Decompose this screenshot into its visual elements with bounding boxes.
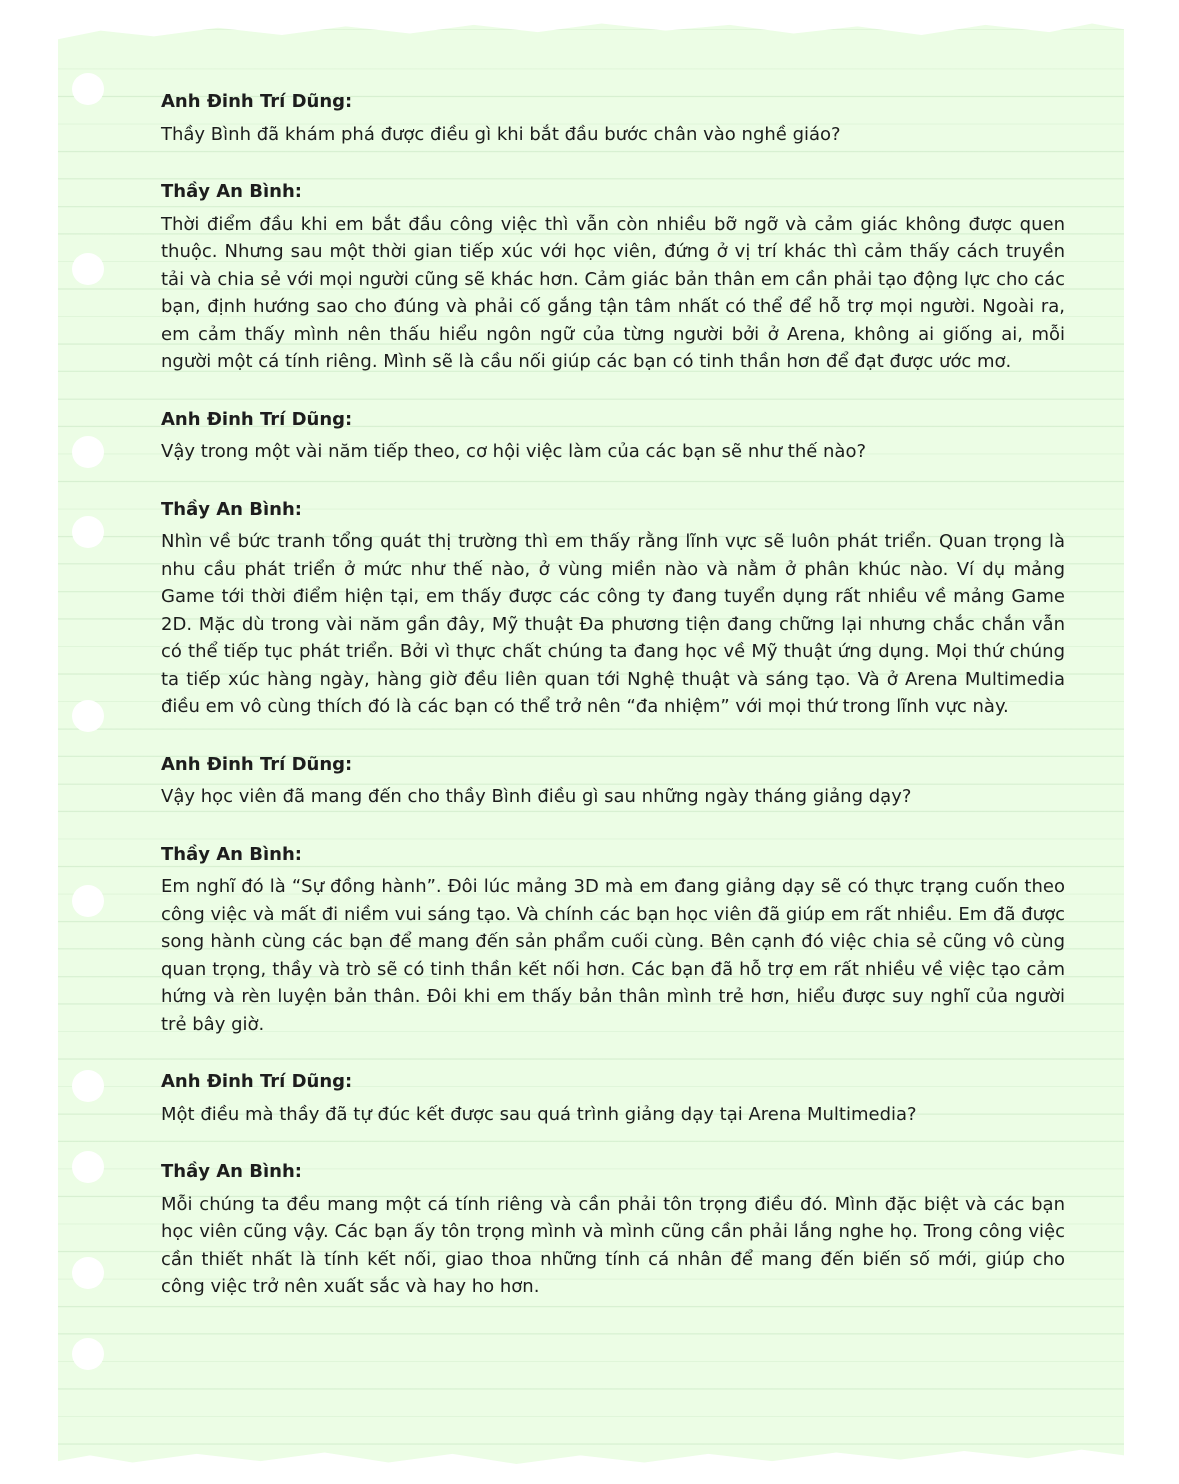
dialogue-text: Vậy học viên đã mang đến cho thầy Bình điều gì sau những ngày tháng giảng dạy?: [161, 786, 912, 807]
question-block: [161, 88, 1065, 148]
dialogue-text: Vậy trong một vài năm tiếp theo, cơ hội việc làm của các bạn sẽ như thế nào?: [161, 441, 867, 462]
dialogue-text: Một điều mà thầy đã tự đúc kết được sau quá trình giảng dạy tại Arena Multimedia?: [161, 1103, 917, 1125]
binder-hole-2: [72, 253, 104, 285]
binder-hole-3: [72, 436, 104, 468]
binder-hole-4: [72, 516, 104, 548]
dialogue-text: Em nghĩ đó là “Sự đồng hành”. Đôi lúc mảng 3D mà em đang giảng dạy sẽ có thực trạng cuốn theo công việc và mất đi niềm vui sáng tạo. Và chính các bạn học viên đã giúp em rất nhiều. Em đã được song hành cùng các bạn để mang đến sản phẩm cuối cùng. Bên cạnh đó việc chia sẻ cũng vô cùng quan trọng, thầy và trò sẽ có tinh thần kết nối hơn. Các bạn đã hỗ trợ em rất nhiều về việc tạo cảm hứng và rèn luyện bản thân. Đôi khi em thấy bản thân mình trẻ hơn, hiểu được suy nghĩ của người trẻ bây giờ.: [161, 876, 1065, 1035]
binder-hole-10: [72, 1338, 104, 1370]
answer-block: [161, 178, 1065, 376]
binder-hole-1: [72, 73, 104, 105]
question-block: [161, 406, 1065, 466]
speaker-name: Thầy An Bình:: [161, 181, 302, 202]
binder-hole-6: [72, 885, 104, 917]
speaker-name: Anh Đinh Trí Dũng:: [161, 408, 353, 430]
dialogue-text: Mỗi chúng ta đều mang một cá tính riêng và cần phải tôn trọng điều đó. Mình đặc biệt và các bạn học viên cũng vậy. Các bạn ấy tôn trọng mình và mình cũng cần phải lắng nghe họ. Trong công việc cần thiết nhất là tính kết nối, giao thoa những tính cá nhân để mang đến biến số mới, giúp cho công việc trở nên xuất sắc và hay ho hơn.: [161, 1193, 1065, 1297]
speaker-name: Thầy An Bình:: [161, 498, 302, 520]
dialogue-text: Nhìn về bức tranh tổng quát thị trường thì em thấy rằng lĩnh vực sẽ luôn phát triển. Quan trọng là nhu cầu phát triển ở mức như thế nào, ở vùng miền nào và nằm ở phân khúc nào. Ví dụ mảng Game tới thời điểm hiện tại, em thấy được các công ty đang tuyển dụng rất nhiều về mảng Game 2D. Mặc dù trong vài năm gần đây, Mỹ thuật Đa phương tiện đang chững lại nhưng chắc chắn vẫn có thể tiếp tục phát triển. Bởi vì thực chất chúng ta đang học về Mỹ thuật ứng dụng. Mọi thứ chúng ta tiếp xúc hàng ngày, hàng giờ đều liên quan tới Nghệ thuật và sáng tạo. Và ở Arena Multimedia điều em vô cùng thích đó là các bạn có thể trở nên “đa nhiệm” với mọi thứ trong lĩnh vực này.: [161, 531, 1065, 717]
dialogue-text: Thời điểm đầu khi em bắt đầu công việc thì vẫn còn nhiều bỡ ngỡ và cảm giác không được quen thuộc. Nhưng sau một thời gian tiếp xúc với học viên, đứng ở vị trí khác thì cảm thấy cách truyền tải và chia sẻ với mọi người cũng sẽ khác hơn. Cảm giác bản thân em cần phải tạo động lực cho các bạn, định hướng sao cho đúng và phải cố gắng tận tâm nhất có thể để hỗ trợ mọi người. Ngoài ra, em cảm thấy mình nên thấu hiểu ngôn ngữ của từng người bởi ở Arena, không ai giống ai, mỗi người một cá tính riêng. Mình sẽ là cầu nối giúp các bạn có tinh thần hơn để đạt được ước mơ.: [161, 213, 1065, 372]
interview-content: [161, 88, 1065, 1331]
binder-hole-7: [72, 1070, 104, 1102]
binder-hole-9: [72, 1257, 104, 1289]
question-block: [161, 751, 1065, 811]
dialogue-text: Thầy Bình đã khám phá được điều gì khi bắt đầu bước chân vào nghề giáo?: [161, 123, 841, 145]
speaker-name: Anh Đinh Trí Dũng:: [161, 753, 353, 775]
answer-block: [161, 1158, 1065, 1301]
binder-hole-5: [72, 700, 104, 732]
speaker-name: Anh Đinh Trí Dũng:: [161, 91, 353, 112]
speaker-name: Thầy An Bình:: [161, 1161, 302, 1182]
answer-block: [161, 841, 1065, 1039]
speaker-name: Thầy An Bình:: [161, 843, 302, 865]
speaker-name: Anh Đinh Trí Dũng:: [161, 1071, 353, 1092]
answer-block: [161, 496, 1065, 721]
question-block: [161, 1068, 1065, 1128]
binder-hole-8: [72, 1151, 104, 1183]
